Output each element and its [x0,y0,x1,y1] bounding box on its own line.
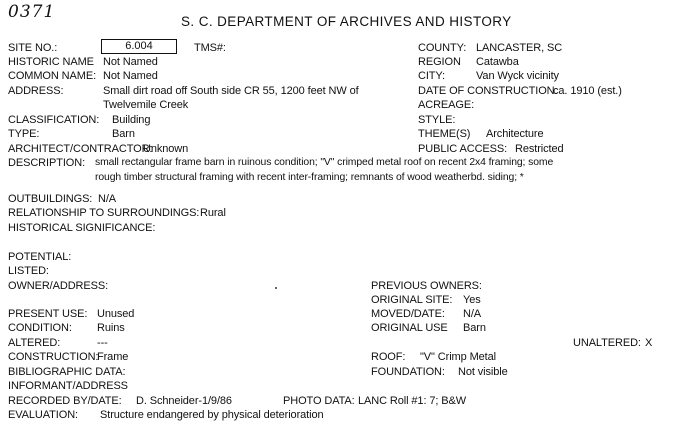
outbuildings-label: OUTBUILDINGS: [8,193,93,205]
construction-value: Frame [97,351,129,363]
previous-owners-label: PREVIOUS OWNERS: [371,280,482,292]
relationship-value: Rural [200,207,226,219]
potential-label: POTENTIAL: [8,251,72,263]
style-label: STYLE: [418,114,456,126]
altered-label: ALTERED: [8,337,61,349]
unaltered-label: UNALTERED: [573,337,641,349]
historic-name-label: HISTORIC NAME [8,56,94,68]
original-site-value: Yes [463,294,481,306]
description-label: DESCRIPTION: [8,157,86,169]
original-use-label: ORIGINAL USE [371,322,448,334]
architect-label: ARCHITECT/CONTRACTOR: [8,143,153,155]
roof-label: ROOF: [371,351,406,363]
address-line2: Twelvemile Creek [103,99,189,111]
address-line1: Small dirt road off South side CR 55, 1200 feet NW of [103,85,359,97]
moved-date-value: N/A [463,308,482,320]
description-line2: rough timber structural framing with recent inter-framing; remnants of wood weatherbd. siding; * [95,172,524,183]
evaluation-value: Structure endangered by physical deterioration [100,409,324,421]
themes-value: Architecture [486,128,544,140]
altered-value: --- [97,337,108,349]
tms-label: TMS#: [194,42,226,54]
description-line1: small rectangular frame barn in ruinous condition; "V" crimped metal roof on recent 2x4 framing; some [95,157,554,168]
condition-value: Ruins [97,322,125,334]
original-use-value: Barn [463,322,486,334]
foundation-label: FOUNDATION: [371,366,445,378]
construction-label: CONSTRUCTION: [8,351,99,363]
site-no-label: SITE NO.: [8,42,58,54]
present-use-value: Unused [97,308,135,320]
type-label: TYPE: [8,128,40,140]
unaltered-value: X [645,337,653,349]
city-value: Van Wyck vicinity [476,70,559,82]
form-title: S. C. DEPARTMENT OF ARCHIVES AND HISTORY [181,14,512,29]
evaluation-label: EVALUATION: [8,409,79,421]
informant-address-label: INFORMANT/ADDRESS [8,380,128,392]
city-label: CITY: [418,70,446,82]
owner-address-label: OWNER/ADDRESS: [8,280,109,292]
handwritten-id: 0371 [8,2,56,22]
site-no-value: 6.004 [125,40,153,52]
recorded-by-value: D. Schneider-1/9/86 [136,395,232,407]
common-name-label: COMMON NAME: [8,70,97,82]
county-label: COUNTY: [418,42,467,54]
address-label: ADDRESS: [8,85,64,97]
recorded-by-label: RECORDED BY/DATE: [8,395,122,407]
foundation-value: Not visible [458,366,508,378]
date-of-construction-value: ca. 1910 (est.) [553,85,622,97]
acreage-label: ACREAGE: [418,99,475,111]
outbuildings-value: N/A [98,193,117,205]
county-value: LANCASTER, SC [476,42,563,54]
classification-label: CLASSIFICATION: [8,114,100,126]
type-value: Barn [112,128,135,140]
classification-value: Building [112,114,151,126]
site-no-box [101,39,177,54]
present-use-label: PRESENT USE: [8,308,88,320]
moved-date-label: MOVED/DATE: [371,308,445,320]
scan-speck [275,287,277,289]
bibliographic-data-label: BIBLIOGRAPHIC DATA: [8,366,126,378]
relationship-label: RELATIONSHIP TO SURROUNDINGS: [8,207,200,219]
architect-value: Unknown [143,143,189,155]
roof-value: "V" Crimp Metal [420,351,496,363]
photo-data-label: PHOTO DATA: [283,395,355,407]
historical-significance-label: HISTORICAL SIGNIFICANCE: [8,222,156,234]
listed-label: LISTED: [8,265,49,277]
historic-name-value: Not Named [103,56,158,68]
public-access-value: Restricted [515,143,564,155]
condition-label: CONDITION: [8,322,72,334]
date-of-construction-label: DATE OF CONSTRUCTION: [418,85,558,97]
public-access-label: PUBLIC ACCESS: [418,143,508,155]
region-label: REGION [418,56,461,68]
photo-data-value: LANC Roll #1: 7; B&W [358,395,467,407]
common-name-value: Not Named [103,70,158,82]
region-value: Catawba [476,56,519,68]
themes-label: THEME(S) [418,128,471,140]
original-site-label: ORIGINAL SITE: [371,294,453,306]
